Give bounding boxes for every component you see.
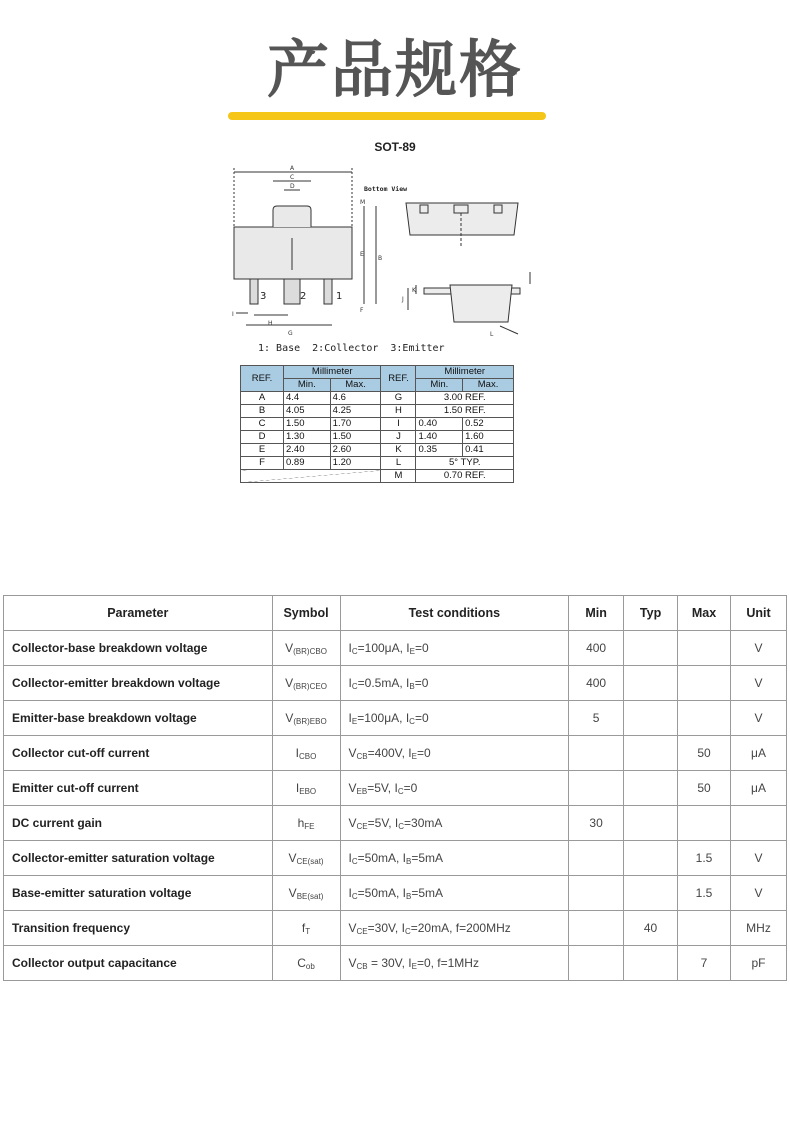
condition-subscript: C xyxy=(398,821,405,831)
page-title: 产品规格 xyxy=(266,33,523,106)
condition-subscript: CB xyxy=(356,751,368,761)
condition-value: =5mA xyxy=(411,885,444,900)
table-row xyxy=(4,806,787,841)
spec-header-typ: Typ xyxy=(624,596,678,631)
spec-table xyxy=(3,595,787,981)
condition-value: =400V, xyxy=(367,745,409,760)
symbol-cell xyxy=(272,876,340,911)
parameter-cell: Emitter-base breakdown voltage xyxy=(4,701,273,736)
dim-label-e: E xyxy=(360,251,364,258)
conditions-cell xyxy=(340,666,569,701)
dim-max: 0.41 xyxy=(463,444,514,457)
dim-ref: B xyxy=(241,405,284,418)
dim-min: 2.40 xyxy=(284,444,331,457)
spec-header-max: Max xyxy=(678,596,731,631)
condition-subscript: CB xyxy=(356,961,368,971)
condition-subscript: C xyxy=(351,681,358,691)
pin-label-2: 2 xyxy=(300,291,307,302)
dim-label-k: K xyxy=(412,287,416,294)
dim-span: 5° TYP. xyxy=(416,457,514,470)
min-cell: 400 xyxy=(569,631,624,666)
typ-cell xyxy=(624,701,678,736)
condition-subscript: C xyxy=(351,856,358,866)
dim-label-m: M xyxy=(360,199,366,206)
dim-span: 0.70 REF. xyxy=(416,470,514,483)
condition-value: =20mA, f=200MHz xyxy=(410,920,511,935)
condition-symbol: I xyxy=(394,815,399,830)
symbol-main: I xyxy=(295,780,300,795)
condition-value: =30V, xyxy=(367,920,402,935)
max-cell: 1.5 xyxy=(678,876,731,911)
symbol-main: C xyxy=(297,955,306,970)
symbol-subscript: (BR)EBO xyxy=(293,716,327,726)
typ-cell xyxy=(624,631,678,666)
unit-cell: pF xyxy=(731,946,787,981)
condition-subscript: B xyxy=(406,891,412,901)
table-row xyxy=(4,841,787,876)
dim-ref: J xyxy=(381,431,416,444)
symbol-cell xyxy=(272,701,340,736)
min-cell xyxy=(569,946,624,981)
condition-subscript: CE xyxy=(356,926,368,936)
condition-value: =0 xyxy=(414,710,429,725)
condition-subscript: E xyxy=(411,751,417,761)
parameter-cell: Emitter cut-off current xyxy=(4,771,273,806)
table-row xyxy=(4,876,787,911)
conditions-cell xyxy=(340,876,569,911)
min-cell: 30 xyxy=(569,806,624,841)
spec-header-row xyxy=(4,596,787,631)
condition-value: =0.5mA, xyxy=(357,675,406,690)
conditions-cell xyxy=(340,806,569,841)
typ-cell xyxy=(624,946,678,981)
max-cell xyxy=(678,806,731,841)
max-cell xyxy=(678,666,731,701)
dim-header-mm-left: Millimeter xyxy=(284,366,381,379)
typ-cell xyxy=(624,666,678,701)
dim-label-h: H xyxy=(268,320,273,327)
max-cell: 50 xyxy=(678,771,731,806)
parameter-cell: Collector-base breakdown voltage xyxy=(4,631,273,666)
parameter-cell: Collector-emitter breakdown voltage xyxy=(4,666,273,701)
symbol-main: f xyxy=(301,920,306,935)
symbol-cell xyxy=(272,911,340,946)
parameter-cell: Transition frequency xyxy=(4,911,273,946)
spec-table-body xyxy=(4,631,787,981)
dim-header-min-left: Min. xyxy=(284,379,331,392)
condition-symbol: I xyxy=(406,640,410,655)
max-cell: 50 xyxy=(678,736,731,771)
dim-label-b: B xyxy=(378,255,383,262)
condition-subscript: B xyxy=(406,856,412,866)
condition-subscript: E xyxy=(411,961,417,971)
condition-symbol: I xyxy=(348,850,352,865)
dim-row xyxy=(241,431,514,444)
symbol-main: V xyxy=(288,885,297,900)
condition-subscript: B xyxy=(409,681,415,691)
condition-subscript: C xyxy=(351,891,358,901)
dim-label-f: F xyxy=(360,307,364,314)
unit-cell: V xyxy=(731,701,787,736)
max-cell xyxy=(678,631,731,666)
dim-header-mm-right: Millimeter xyxy=(416,366,514,379)
pin-label-1: 1 xyxy=(336,291,343,302)
pin-legend-collector: 2:Collector xyxy=(312,343,379,354)
min-cell: 400 xyxy=(569,666,624,701)
table-row xyxy=(4,631,787,666)
dim-max: 0.52 xyxy=(463,418,514,431)
condition-value: =5V, xyxy=(367,815,395,830)
dim-min: 1.50 xyxy=(284,418,331,431)
dim-empty-cell xyxy=(241,470,381,483)
dim-ref: H xyxy=(381,405,416,418)
dim-ref: C xyxy=(241,418,284,431)
package-drawing xyxy=(228,160,538,345)
unit-cell: V xyxy=(731,876,787,911)
spec-header-parameter: Parameter xyxy=(4,596,273,631)
symbol-subscript: (BR)CBO xyxy=(293,646,327,656)
bottom-view-label: Bottom View xyxy=(364,185,408,193)
dim-ref: G xyxy=(381,392,416,405)
symbol-main: V xyxy=(285,675,294,690)
unit-cell: μA xyxy=(731,771,787,806)
symbol-subscript: T xyxy=(305,926,311,936)
dim-label-a: A xyxy=(290,165,295,172)
condition-value: =50mA, xyxy=(357,850,403,865)
unit-cell: MHz xyxy=(731,911,787,946)
table-row xyxy=(4,666,787,701)
dim-max: 2.60 xyxy=(330,444,381,457)
condition-value: =5V, xyxy=(367,780,395,795)
pin-label-3: 3 xyxy=(260,291,267,302)
symbol-subscript: EBO xyxy=(299,786,317,796)
condition-symbol: V xyxy=(348,815,357,830)
conditions-cell xyxy=(340,701,569,736)
dim-max: 1.70 xyxy=(330,418,381,431)
pin-legend xyxy=(258,343,457,354)
typ-cell: 40 xyxy=(624,911,678,946)
condition-value: =0, f=1MHz xyxy=(416,955,479,970)
dim-label-i: I xyxy=(232,311,234,318)
table-row xyxy=(4,911,787,946)
dim-min: 4.4 xyxy=(284,392,331,405)
conditions-cell xyxy=(340,631,569,666)
unit-cell: V xyxy=(731,841,787,876)
dim-min: 1.40 xyxy=(416,431,463,444)
table-row xyxy=(4,701,787,736)
unit-cell: μA xyxy=(731,736,787,771)
typ-cell xyxy=(624,876,678,911)
conditions-cell xyxy=(340,736,569,771)
condition-symbol: V xyxy=(348,745,357,760)
condition-symbol: I xyxy=(405,710,410,725)
condition-subscript: C xyxy=(351,646,358,656)
typ-cell xyxy=(624,771,678,806)
symbol-subscript: CBO xyxy=(299,751,317,761)
condition-symbol: V xyxy=(348,780,357,795)
condition-symbol: V xyxy=(348,955,357,970)
symbol-main: V xyxy=(288,850,297,865)
parameter-cell: Collector cut-off current xyxy=(4,736,273,771)
dim-max: 4.6 xyxy=(330,392,381,405)
parameter-cell: Collector output capacitance xyxy=(4,946,273,981)
dim-header-min-right: Min. xyxy=(416,379,463,392)
dim-ref: F xyxy=(241,457,284,470)
symbol-subscript: FE xyxy=(304,821,315,831)
condition-subscript: E xyxy=(351,716,358,726)
unit-cell xyxy=(731,806,787,841)
condition-symbol: I xyxy=(408,955,412,970)
condition-value: =100μA, xyxy=(357,640,407,655)
symbol-cell xyxy=(272,666,340,701)
dim-min: 0.40 xyxy=(416,418,463,431)
condition-symbol: V xyxy=(348,920,357,935)
parameter-cell: Collector-emitter saturation voltage xyxy=(4,841,273,876)
dim-label-j: J xyxy=(402,296,404,303)
unit-cell: V xyxy=(731,631,787,666)
condition-subscript: C xyxy=(404,926,411,936)
dim-min: 1.30 xyxy=(284,431,331,444)
symbol-main: I xyxy=(295,745,300,760)
dim-ref: E xyxy=(241,444,284,457)
dim-row xyxy=(241,405,514,418)
max-cell xyxy=(678,701,731,736)
max-cell xyxy=(678,911,731,946)
dim-ref: L xyxy=(381,457,416,470)
symbol-main: h xyxy=(297,815,305,830)
symbol-cell xyxy=(272,806,340,841)
table-row xyxy=(4,736,787,771)
condition-symbol: I xyxy=(406,675,410,690)
condition-symbol: I xyxy=(348,640,352,655)
condition-value: =0 xyxy=(403,780,418,795)
condition-value: = 30V, xyxy=(367,955,409,970)
symbol-cell xyxy=(272,841,340,876)
spec-header-symbol: Symbol xyxy=(272,596,340,631)
dim-ref: D xyxy=(241,431,284,444)
condition-value: =100μA, xyxy=(357,710,406,725)
dim-label-l: L xyxy=(490,331,494,338)
min-cell xyxy=(569,771,624,806)
condition-subscript: C xyxy=(409,716,415,726)
pin-legend-base: 1: Base xyxy=(258,343,301,354)
condition-value: =5mA xyxy=(411,850,444,865)
min-cell: 5 xyxy=(569,701,624,736)
conditions-cell xyxy=(340,911,569,946)
min-cell xyxy=(569,876,624,911)
dim-min: 0.89 xyxy=(284,457,331,470)
spec-header-min: Min xyxy=(569,596,624,631)
symbol-cell xyxy=(272,946,340,981)
max-cell: 7 xyxy=(678,946,731,981)
condition-symbol: I xyxy=(402,850,407,865)
table-row xyxy=(4,771,787,806)
condition-value: =0 xyxy=(416,745,431,760)
condition-subscript: C xyxy=(397,786,404,796)
condition-symbol: I xyxy=(394,780,398,795)
condition-subscript: CE xyxy=(356,821,368,831)
dim-ref: A xyxy=(241,392,284,405)
condition-symbol: I xyxy=(348,710,352,725)
dim-label-c: C xyxy=(290,174,295,181)
unit-cell: V xyxy=(731,666,787,701)
symbol-cell xyxy=(272,771,340,806)
dim-min: 4.05 xyxy=(284,405,331,418)
parameter-cell: DC current gain xyxy=(4,806,273,841)
dim-ref: I xyxy=(381,418,416,431)
conditions-cell xyxy=(340,946,569,981)
dim-ref: K xyxy=(381,444,416,457)
dim-row xyxy=(241,392,514,405)
symbol-cell xyxy=(272,736,340,771)
min-cell xyxy=(569,841,624,876)
dimension-table xyxy=(240,365,514,483)
dim-max: 1.50 xyxy=(330,431,381,444)
symbol-main: V xyxy=(285,710,294,725)
condition-symbol: I xyxy=(408,745,412,760)
max-cell: 1.5 xyxy=(678,841,731,876)
dim-header-ref-right: REF. xyxy=(381,366,416,392)
title-underline xyxy=(228,112,546,120)
condition-subscript: E xyxy=(409,646,415,656)
symbol-subscript: BE(sat) xyxy=(296,891,324,901)
condition-value: =0 xyxy=(414,675,429,690)
condition-value: =30mA xyxy=(404,815,443,830)
condition-value: =0 xyxy=(414,640,429,655)
min-cell xyxy=(569,736,624,771)
spec-header-unit: Unit xyxy=(731,596,787,631)
symbol-main: V xyxy=(285,640,294,655)
condition-subscript: EB xyxy=(356,786,368,796)
package-name: SOT-89 xyxy=(374,140,416,154)
dim-row xyxy=(241,457,514,470)
condition-value: =50mA, xyxy=(357,885,403,900)
typ-cell xyxy=(624,736,678,771)
typ-cell xyxy=(624,841,678,876)
dim-row xyxy=(241,418,514,431)
conditions-cell xyxy=(340,771,569,806)
dim-span: 1.50 REF. xyxy=(416,405,514,418)
symbol-subscript: ob xyxy=(305,961,315,971)
table-row xyxy=(4,946,787,981)
dim-max: 1.60 xyxy=(463,431,514,444)
dim-max: 4.25 xyxy=(330,405,381,418)
dim-header-ref-left: REF. xyxy=(241,366,284,392)
dim-row xyxy=(241,470,514,483)
symbol-subscript: (BR)CEO xyxy=(293,681,327,691)
dim-span: 3.00 REF. xyxy=(416,392,514,405)
condition-symbol: I xyxy=(348,675,352,690)
condition-symbol: I xyxy=(402,885,407,900)
spec-header-conditions: Test conditions xyxy=(340,596,569,631)
dim-max: 1.20 xyxy=(330,457,381,470)
symbol-subscript: CE(sat) xyxy=(296,856,324,866)
dim-label-g: G xyxy=(288,330,293,337)
condition-symbol: I xyxy=(348,885,352,900)
pin-legend-emitter: 3:Emitter xyxy=(390,343,445,354)
condition-symbol: I xyxy=(401,920,405,935)
dim-min: 0.35 xyxy=(416,444,463,457)
package-body xyxy=(234,227,352,279)
dim-label-d: D xyxy=(290,183,295,190)
dim-header-max-right: Max. xyxy=(463,379,514,392)
typ-cell xyxy=(624,806,678,841)
min-cell xyxy=(569,911,624,946)
parameter-cell: Base-emitter saturation voltage xyxy=(4,876,273,911)
dim-ref: M xyxy=(381,470,416,483)
dim-row xyxy=(241,444,514,457)
symbol-cell xyxy=(272,631,340,666)
conditions-cell xyxy=(340,841,569,876)
dim-header-max-left: Max. xyxy=(330,379,381,392)
